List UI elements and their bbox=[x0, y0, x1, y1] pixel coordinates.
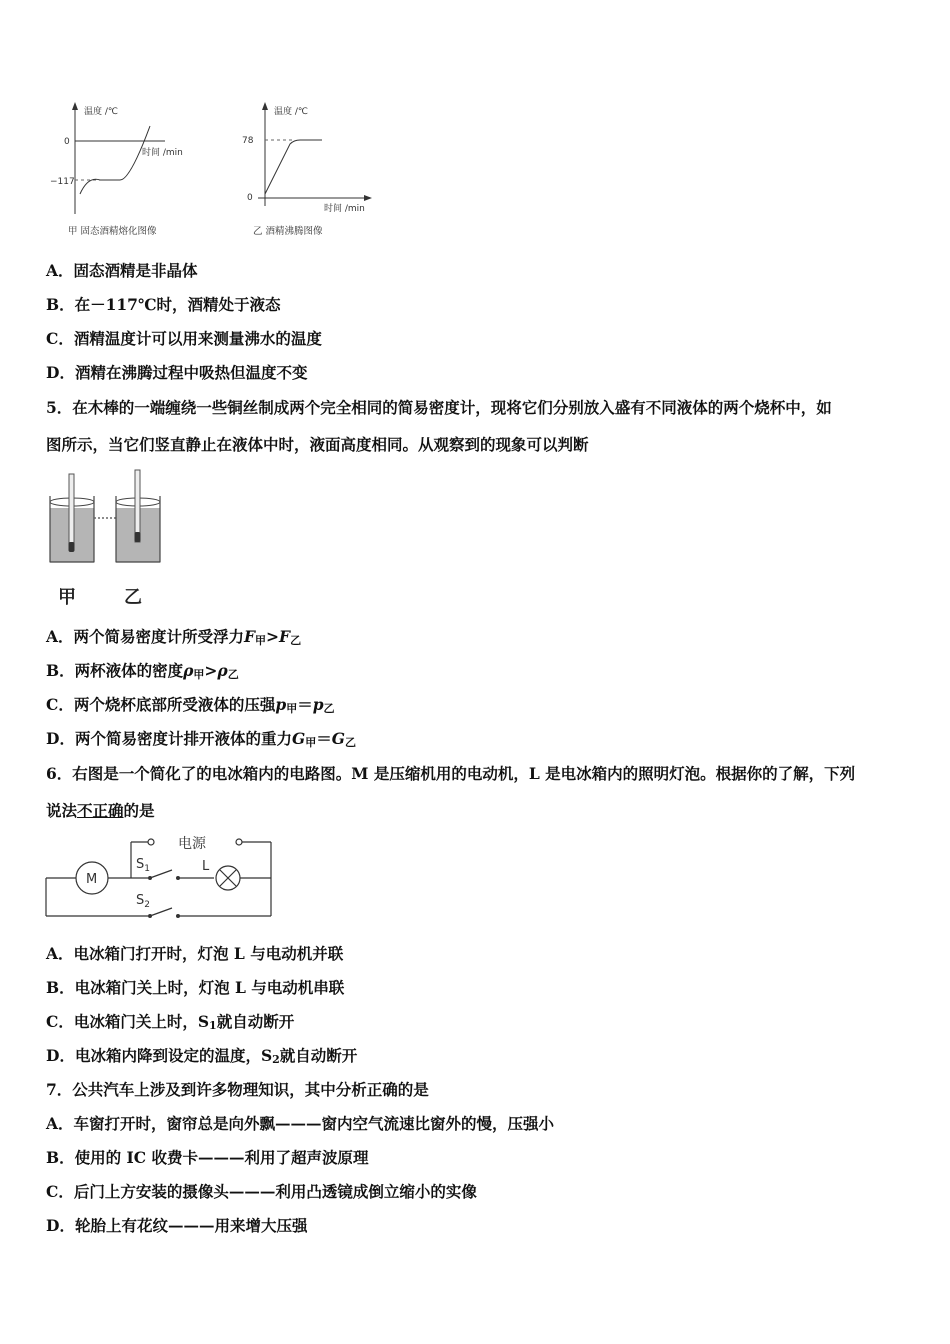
q5-stem-line2: 图所示，当它们竖直静止在液体中时，液面高度相同。从观察到的现象可以判断 bbox=[46, 435, 589, 454]
boiling-graph bbox=[242, 102, 372, 237]
q6-stem-line1: 6．右图是一个简化了的电冰箱内的电路图。M 是压缩机用的电动机，L 是电冰箱内的照明灯泡。根据你的了解，下列 bbox=[46, 764, 856, 783]
beaker-jia bbox=[50, 474, 94, 562]
motor-label: M bbox=[86, 872, 98, 887]
q6-option-d-tail: 就自动断开 bbox=[279, 1046, 358, 1065]
var: F bbox=[279, 627, 291, 646]
q7-option-b: B．使用的 IC 收费卡———利用了超声波原理 bbox=[46, 1148, 369, 1167]
q7-option-a: A．车窗打开时，窗帘总是向外飘———窗内空气流速比窗外的慢，压强小 bbox=[46, 1114, 555, 1133]
left-caption: 甲 固态酒精熔化图像 bbox=[68, 226, 157, 237]
q7-stem: 7．公共汽车上涉及到许多物理知识，其中分析正确的是 bbox=[46, 1080, 429, 1099]
operator: > bbox=[204, 661, 218, 680]
q4-option-a: A．固态酒精是非晶体 bbox=[46, 261, 198, 280]
left-x-axis-label: 时间 /min bbox=[142, 148, 183, 158]
q5-option-c-text: C．两个烧杯底部所受液体的压强 bbox=[46, 695, 276, 714]
q6-option-c-tail: 就自动断开 bbox=[216, 1012, 295, 1031]
sub: 乙 bbox=[290, 634, 302, 647]
q6-option-d bbox=[46, 1046, 910, 1070]
q5-option-d-text: D．两个简易密度计排开液体的重力 bbox=[46, 729, 292, 748]
var: F bbox=[244, 627, 256, 646]
q6-option-d-text: D．电冰箱内降到设定的温度，S bbox=[46, 1046, 273, 1065]
q5-option-d bbox=[46, 729, 910, 753]
left-tick-neg: −117 bbox=[50, 177, 75, 187]
q6-option-b: B．电冰箱门关上时，灯泡 L 与电动机串联 bbox=[46, 978, 345, 997]
right-tick-zero: 0 bbox=[247, 193, 253, 203]
q6-option-c bbox=[46, 1012, 910, 1036]
sub: 乙 bbox=[227, 668, 239, 681]
q6-option-a: A．电冰箱门打开时，灯泡 L 与电动机并联 bbox=[46, 944, 344, 963]
left-y-axis-label: 温度 /℃ bbox=[84, 107, 119, 117]
switch-s2-label: $S_2$ bbox=[136, 893, 150, 910]
lamp-label: L bbox=[202, 859, 210, 874]
var: p bbox=[312, 695, 324, 714]
sub: 乙 bbox=[323, 702, 335, 715]
q4-option-d: D．酒精在沸腾过程中吸热但温度不变 bbox=[46, 363, 308, 382]
q4-option-c: C．酒精温度计可以用来测量沸水的温度 bbox=[46, 329, 322, 348]
var: G bbox=[291, 729, 306, 748]
q5-figure bbox=[44, 466, 174, 608]
q7-option-c: C．后门上方安装的摄像头———利用凸透镜成倒立缩小的实像 bbox=[46, 1182, 477, 1201]
q5-option-a-text: A．两个简易密度计所受浮力 bbox=[46, 627, 245, 646]
operator: ＝ bbox=[297, 695, 313, 714]
sub: 甲 bbox=[255, 634, 267, 647]
right-caption: 乙 酒精沸腾图像 bbox=[253, 226, 323, 237]
q4-option-b: B．在－117℃时，酒精处于液态 bbox=[46, 295, 281, 314]
q4-figure bbox=[40, 96, 380, 244]
sub: 2 bbox=[272, 1053, 280, 1066]
power-source-label: 电源 bbox=[178, 836, 206, 852]
var: G bbox=[331, 729, 345, 748]
right-y-axis-label: 温度 /℃ bbox=[274, 107, 309, 117]
q5-option-b bbox=[46, 661, 910, 685]
q6-stem-line2 bbox=[46, 801, 910, 821]
sub: 1 bbox=[209, 1019, 217, 1032]
q5-option-b-text: B．两杯液体的密度 bbox=[46, 661, 184, 680]
q6-circuit bbox=[40, 828, 280, 920]
switch-s1-label: $S_1$ bbox=[136, 857, 150, 874]
right-tick-78: 78 bbox=[242, 136, 254, 146]
q5-option-a bbox=[46, 627, 910, 651]
label-jia: 甲 bbox=[58, 587, 76, 608]
var: ρ bbox=[183, 661, 194, 680]
operator: ＝ bbox=[316, 729, 332, 748]
q6-option-c-text: C．电冰箱门关上时，S bbox=[46, 1012, 210, 1031]
label-yi: 乙 bbox=[124, 587, 142, 608]
q6-stem-pre: 说法 bbox=[46, 801, 78, 820]
sub: 甲 bbox=[193, 668, 205, 681]
operator: > bbox=[266, 627, 280, 646]
var: p bbox=[275, 695, 287, 714]
sub: 甲 bbox=[286, 702, 298, 715]
melting-graph bbox=[50, 102, 183, 237]
q5-option-c bbox=[46, 695, 910, 719]
sub: 甲 bbox=[305, 736, 317, 749]
var: ρ bbox=[217, 661, 228, 680]
q6-stem-underlined: 不正确 bbox=[77, 801, 124, 820]
left-tick-zero: 0 bbox=[64, 137, 70, 147]
sub: 乙 bbox=[344, 736, 356, 749]
q7-option-d: D．轮胎上有花纹———用来增大压强 bbox=[46, 1216, 308, 1235]
q6-stem-post: 的是 bbox=[123, 801, 155, 820]
right-x-axis-label: 时间 /min bbox=[324, 204, 365, 214]
q5-stem-line1: 5．在木棒的一端缠绕一些铜丝制成两个完全相同的简易密度计，现将它们分别放入盛有不同液体的两个烧杯中，如 bbox=[46, 398, 832, 417]
beaker-yi bbox=[116, 470, 160, 562]
